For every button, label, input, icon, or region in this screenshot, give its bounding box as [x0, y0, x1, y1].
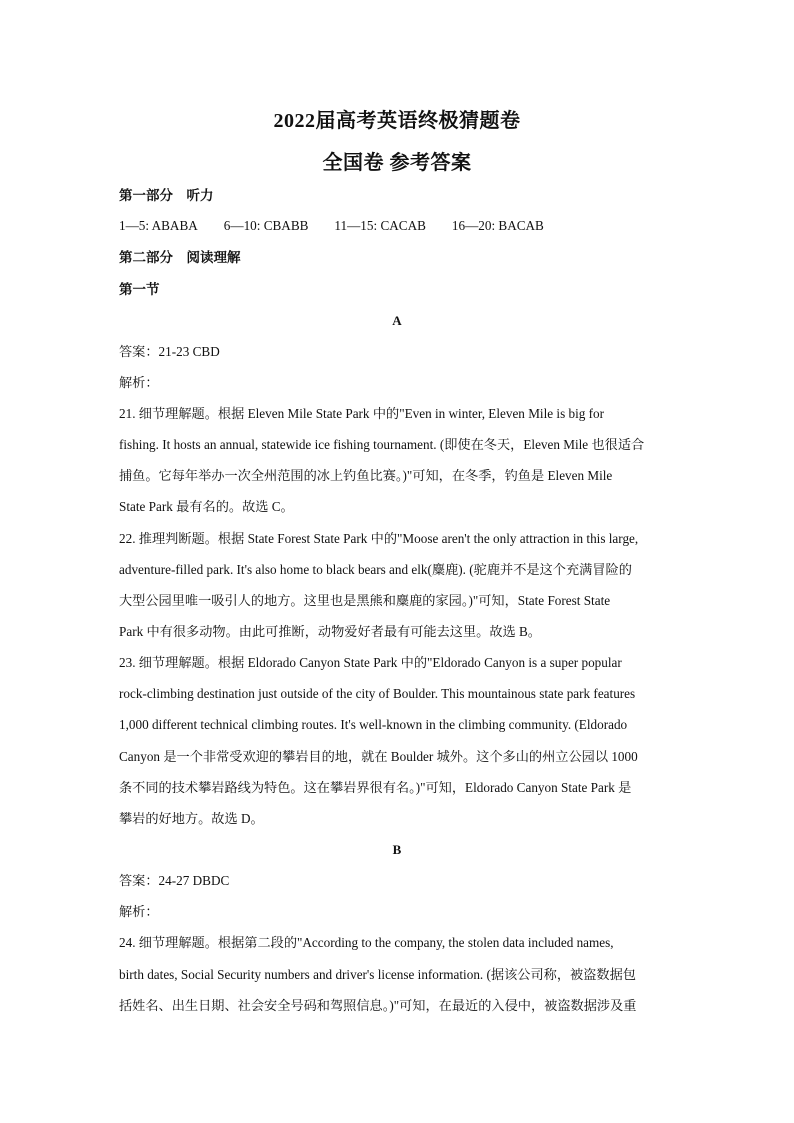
analysis-line: rock-climbing destination just outside of the city of Boulder. This mountainous state park features — [119, 686, 636, 701]
analysis-label: 解析： — [119, 904, 159, 919]
answer-key: 答案：21-23 CBD — [119, 344, 220, 359]
analysis-line: adventure-filled park. It's also home to black bears and elk(麋鹿). (驼鹿并不是这个充满冒险的 — [119, 562, 632, 577]
section1-heading: 第一节 — [119, 282, 160, 297]
listening-answer-group: 1—5: ABABA — [119, 218, 198, 233]
analysis-line: 21. 细节理解题。根据 Eleven Mile State Park 中的"Even in winter, Eleven Mile is big for — [119, 406, 605, 421]
answer-key: 答案：24-27 DBDC — [119, 873, 230, 888]
analysis-line: 条不同的技术攀岩路线为特色。这在攀岩界很有名。)"可知，Eldorado Canyon State Park 是 — [119, 780, 632, 795]
part2-heading: 第二部分 阅读理解 — [119, 250, 241, 265]
document-subtitle: 全国卷 参考答案 — [322, 152, 472, 174]
listening-answer-group: 11—15: CACAB — [334, 218, 426, 233]
passage-letter: A — [392, 313, 402, 328]
analysis-line: Park 中有很多动物。由此可推断，动物爱好者最有可能去这里。故选 B。 — [119, 624, 541, 639]
analysis-line: fishing. It hosts an annual, statewide ice fishing tournament. (即使在冬天，Eleven Mile 也很适合 — [119, 437, 645, 452]
part1-heading: 第一部分 听力 — [119, 188, 214, 203]
analysis-line: 1,000 different technical climbing routes. It's well-known in the climbing community. (Eldorado — [119, 717, 628, 732]
analysis-line: birth dates, Social Security numbers and driver's license information. (据该公司称，被盗数据包 — [119, 967, 636, 982]
analysis-line: 24. 细节理解题。根据第二段的"According to the company, the stolen data included names, — [119, 935, 614, 950]
analysis-line: 捕鱼。它每年举办一次全州范围的冰上钓鱼比赛。)"可知，在冬季，钓鱼是 Eleven Mile — [119, 468, 613, 483]
analysis-line: 攀岩的好地方。故选 D。 — [119, 811, 264, 826]
listening-answer-group: 6—10: CBABB — [223, 218, 309, 233]
listening-answers — [119, 216, 681, 236]
document-title: 2022届高考英语终极猜题卷 — [273, 110, 521, 132]
analysis-line: 括姓名、出生日期、社会安全号码和驾照信息。)"可知，在最近的入侵中，被盗数据涉及重 — [119, 998, 637, 1013]
analysis-label: 解析： — [119, 375, 159, 390]
analysis-line: State Park 最有名的。故选 C。 — [119, 499, 294, 514]
analysis-line: 23. 细节理解题。根据 Eldorado Canyon State Park 中的"Eldorado Canyon is a super popular — [119, 655, 622, 670]
listening-answer-group: 16—20: BACAB — [451, 218, 544, 233]
analysis-line: 大型公园里唯一吸引人的地方。这里也是黑熊和麋鹿的家园。)"可知，State Forest State — [119, 593, 611, 608]
passage-letter: B — [392, 842, 402, 857]
analysis-line: Canyon 是一个非常受欢迎的攀岩目的地，就在 Boulder 城外。这个多山的州立公园以 1000 — [119, 749, 638, 764]
analysis-line: 22. 推理判断题。根据 State Forest State Park 中的"Moose aren't the only attraction in this large, — [119, 531, 639, 546]
